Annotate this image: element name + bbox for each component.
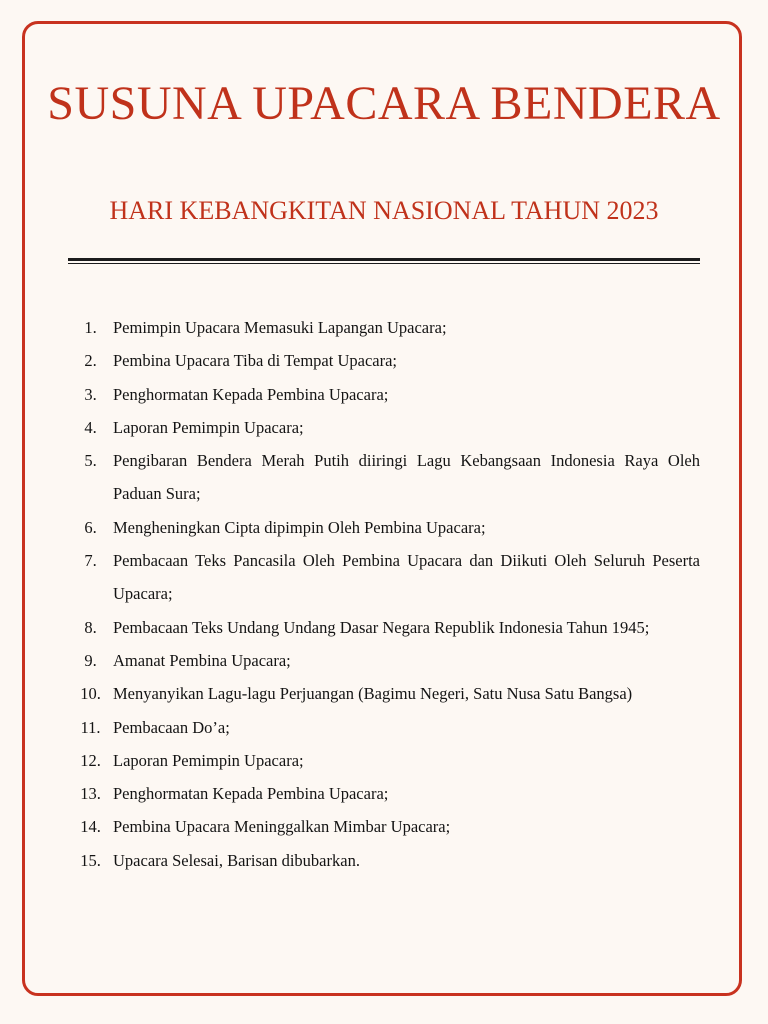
- list-item: [68, 611, 700, 644]
- item-text: Pembina Upacara Meninggalkan Mimbar Upacara;: [113, 817, 451, 837]
- item-text: Pemimpin Upacara Memasuki Lapangan Upacara;: [113, 318, 447, 337]
- list-item: [68, 744, 700, 777]
- item-number: 14.: [80, 817, 101, 837]
- item-number: 6.: [84, 517, 97, 537]
- item-text: Penghormatan Kepada Pembina Upacara;: [113, 384, 389, 404]
- list-item: [68, 544, 700, 611]
- item-text: Pembina Upacara Tiba di Tempat Upacara;: [113, 351, 397, 371]
- item-number: 4.: [84, 417, 97, 437]
- list-item: [68, 677, 700, 710]
- item-text: Pembacaan Teks Undang Undang Dasar Negara Republik Indonesia Tahun 1945;: [113, 617, 650, 637]
- item-number: 3.: [84, 384, 97, 404]
- list-item: [68, 711, 700, 744]
- list-item: [68, 810, 700, 843]
- list-item: [68, 511, 700, 544]
- page-title: SUSUNA UPACARA BENDERA: [47, 77, 721, 130]
- agenda-list: [68, 311, 700, 877]
- list-item: [68, 444, 700, 511]
- item-text: Penghormatan Kepada Pembina Upacara;: [113, 784, 389, 804]
- divider-thin: [68, 263, 700, 264]
- item-text: Amanat Pembina Upacara;: [113, 650, 291, 670]
- list-item: [68, 311, 700, 344]
- item-number: 1.: [84, 318, 97, 337]
- page-subtitle: HARI KEBANGKITAN NASIONAL TAHUN 2023: [109, 196, 659, 225]
- divider-thick: [68, 258, 700, 261]
- item-number: 11.: [80, 717, 101, 737]
- item-text: Upacara Selesai, Barisan dibubarkan.: [113, 850, 360, 870]
- item-text: Pembacaan Do’a;: [113, 717, 230, 737]
- item-number: 13.: [80, 784, 101, 804]
- item-text: Pengibaran Bendera Merah Putih diiringi Lagu Kebangsaan Indonesia Raya Oleh Paduan Sura;: [113, 451, 700, 504]
- item-text: Pembacaan Teks Pancasila Oleh Pembina Upacara dan Diikuti Oleh Seluruh Peserta Upacara;: [113, 551, 700, 604]
- item-text: Laporan Pemimpin Upacara;: [113, 750, 304, 770]
- item-text: Mengheningkan Cipta dipimpin Oleh Pembina Upacara;: [113, 517, 486, 537]
- list-item: [68, 378, 700, 411]
- item-number: 9.: [84, 650, 97, 670]
- item-number: 8.: [84, 617, 97, 637]
- item-text: Menyanyikan Lagu-lagu Perjuangan (Bagimu Negeri, Satu Nusa Satu Bangsa): [113, 684, 633, 704]
- item-text: Laporan Pemimpin Upacara;: [113, 417, 304, 437]
- item-number: 10.: [80, 684, 101, 704]
- list-item: [68, 644, 700, 677]
- list-item: [68, 844, 700, 877]
- item-number: 15.: [80, 850, 101, 870]
- item-number: 12.: [80, 750, 101, 770]
- list-item: [68, 411, 700, 444]
- item-number: 5.: [84, 451, 97, 471]
- list-item: [68, 777, 700, 810]
- item-number: 7.: [84, 551, 97, 571]
- item-number: 2.: [84, 351, 97, 371]
- list-item: [68, 344, 700, 377]
